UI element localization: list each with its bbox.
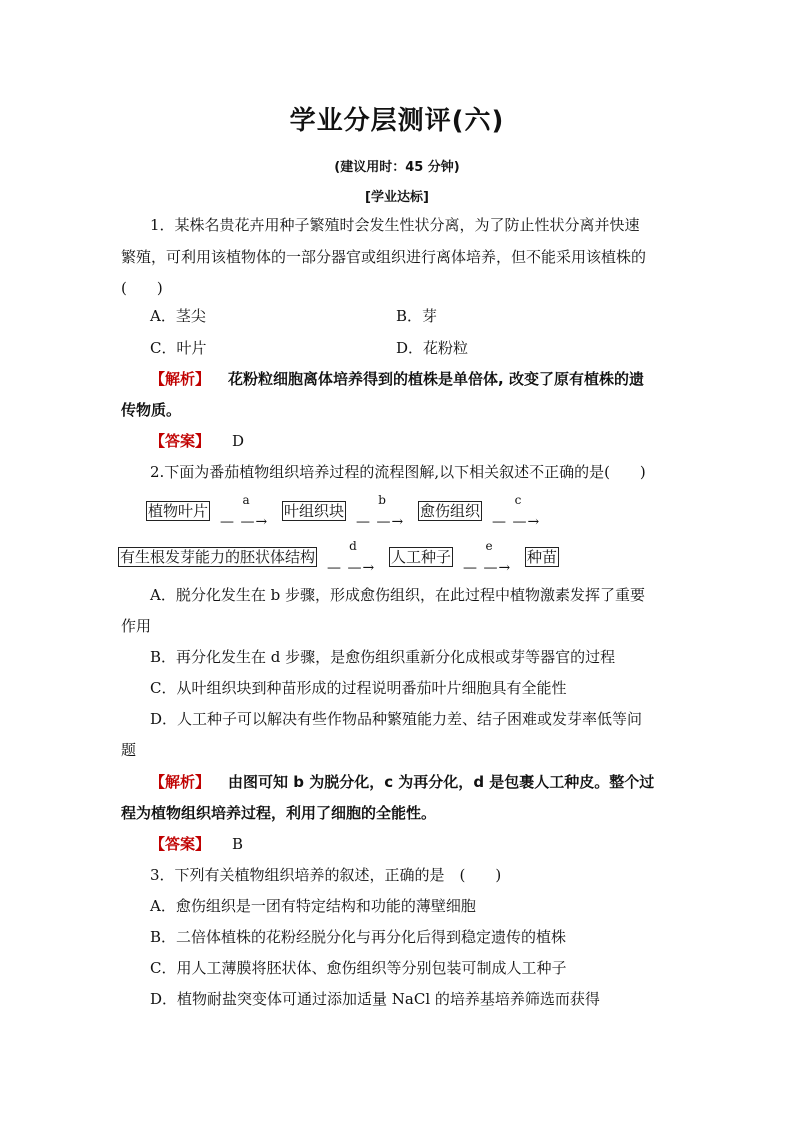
q3-option-b: B．二倍体植株的花粉经脱分化与再分化后得到稳定遗传的植株 [150,928,567,946]
q1-option-b: B．芽 [396,307,438,325]
analysis-label: 【解析】 [150,370,211,388]
arrow-shaft: — —→ [220,514,269,530]
time-suggestion: (建议用时：45 分钟) [334,160,460,175]
q1-stem-line1: 1．某株名贵花卉用种子繁殖时会发生性状分离，为了防止性状分离并快速 [150,216,640,234]
q1-option-d: D．花粉粒 [396,339,469,357]
flow-box-artificial-seed: 人工种子 [391,548,452,566]
flow-arrow-c-label: c [514,493,522,507]
q1-analysis-text: 花粉粒细胞离体培养得到的植株是单倍体, 改变了原有植株的遗 [228,370,644,388]
flow-box-embryoid: 有生根发芽能力的胚状体结构 [120,548,316,566]
q2-option-b: B．再分化发生在 d 步骤，是愈伤组织重新分化成根或芽等器官的过程 [150,648,616,666]
q2-option-a-line2: 作用 [121,617,152,635]
q1-blank: ( ) [121,279,163,297]
flow-box-seedling: 种苗 [527,548,558,566]
q3-option-d: D．植物耐盐突变体可通过添加适量 NaCl 的培养基培养筛选而获得 [150,990,600,1008]
flow-arrow-b [352,493,412,530]
q3-stem: 3．下列有关植物组织培养的叙述，正确的是 ( ) [150,866,502,884]
flow-arrow-e [459,539,519,576]
answer-label: 【答案】 [150,835,211,853]
q1-analysis-line2: 传物质。 [121,401,182,419]
q2-answer-value: B [232,835,244,853]
q2-option-d-line1: D．人工种子可以解决有些作物品种繁殖能力差、结子困难或发芽率低等问 [150,710,643,728]
q1-answer [150,431,244,451]
q1-option-c: C．叶片 [150,339,207,357]
answer-label: 【答案】 [150,432,211,450]
arrow-shaft: — —→ [492,514,541,530]
flow-arrow-a-label: a [242,493,250,507]
q1-analysis [150,369,644,389]
section-heading: [学业达标] [365,190,429,205]
flow-arrow-c [488,493,548,530]
flow-box-tissue-block: 叶组织块 [284,502,345,520]
flow-arrow-e-label: e [485,539,493,553]
q2-answer [150,834,243,854]
flow-chart-row1 [146,493,554,530]
q1-option-a: A．茎尖 [150,307,206,325]
arrow-shaft: — —→ [356,514,405,530]
q1-answer-value: D [232,432,245,450]
q3-option-c: C．用人工薄膜将胚状体、愈伤组织等分别包装可制成人工种子 [150,959,567,977]
q1-stem-line2: 繁殖，可利用该植物体的一部分器官或组织进行离体培养，但不能采用该植株的 [121,248,647,266]
q2-option-d-line2: 题 [121,741,137,759]
flow-arrow-a [216,493,276,530]
arrow-shaft: — —→ [463,560,512,576]
arrow-shaft: — —→ [327,560,376,576]
q2-option-a-line1: A．脱分化发生在 b 步骤，形成愈伤组织，在此过程中植物激素发挥了重要 [150,586,645,604]
q2-stem: 2.下面为番茄植物组织培养过程的流程图解,以下相关叙述不正确的是( ) [150,463,646,481]
q2-option-c: C．从叶组织块到种苗形成的过程说明番茄叶片细胞具有全能性 [150,679,567,697]
flow-arrow-d-label: d [349,539,357,553]
flow-box-callus: 愈伤组织 [420,502,481,520]
q3-option-a: A．愈伤组织是一团有特定结构和功能的薄壁细胞 [150,897,476,915]
q2-analysis-text: 由图可知 b 为脱分化，c 为再分化，d 是包裹人工种皮。整个过 [228,773,655,791]
flow-arrow-d [323,539,383,576]
flow-chart-row2 [118,539,559,576]
flow-arrow-b-label: b [378,493,386,507]
q2-analysis-line2: 程为植物组织培养过程，利用了细胞的全能性。 [121,804,437,822]
q2-analysis [150,772,654,792]
flow-box-leaf: 植物叶片 [148,502,209,520]
page-title: 学业分层测评(六) [289,106,505,136]
analysis-label: 【解析】 [150,773,211,791]
